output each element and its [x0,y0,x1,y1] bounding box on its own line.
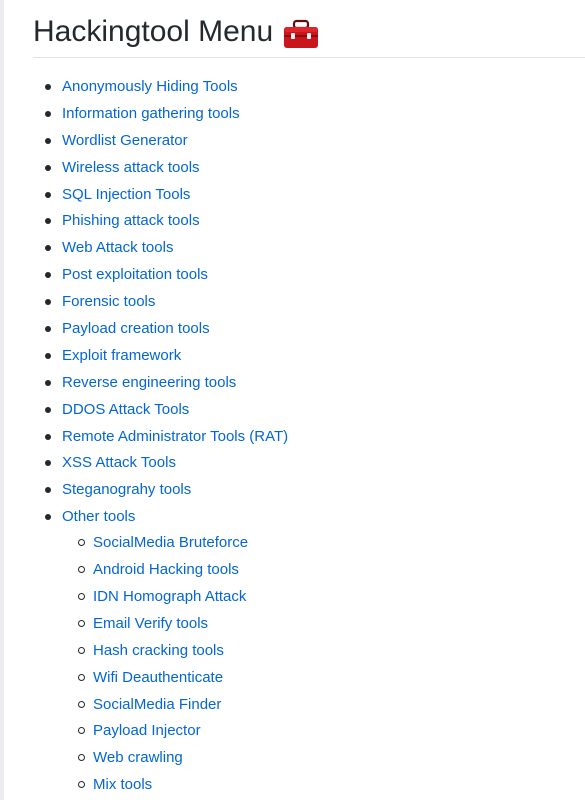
list-item [93,692,288,719]
list-item [93,530,288,557]
list-item [62,289,288,316]
menu-link-wordlist-generator[interactable]: Wordlist Generator [62,131,188,149]
menu-link-forensic-tools[interactable]: Forensic tools [62,293,156,311]
list-item [62,235,288,262]
title-divider [33,57,585,58]
submenu-link-hash-cracking-tools[interactable]: Hash cracking tools [93,641,224,659]
submenu-link-idn-homograph-attack[interactable]: IDN Homograph Attack [93,588,247,606]
menu-link-post-exploitation-tools[interactable]: Post exploitation tools [62,266,208,284]
list-item [62,504,288,799]
menu-link-information-gathering-tools[interactable]: Information gathering tools [62,104,240,122]
menu-link-exploit-framework[interactable]: Exploit framework [62,346,182,364]
list-item [62,182,288,209]
list-item [93,772,288,799]
content-left-border [0,0,4,800]
list-item [93,718,288,745]
menu-link-anonymously-hiding-tools[interactable]: Anonymously Hiding Tools [62,78,238,95]
menu-link-sql-injection-tools[interactable]: SQL Injection Tools [62,185,191,203]
list-item [62,155,288,182]
list-item [62,343,288,370]
submenu-link-socialmedia-finder[interactable]: SocialMedia Finder [93,695,222,713]
list-item [62,450,288,477]
list-item [62,262,288,289]
list-item [62,74,288,101]
list-item [62,316,288,343]
toolbox-icon [283,19,319,49]
list-item [62,128,288,155]
menu-link-wireless-attack-tools[interactable]: Wireless attack tools [62,158,200,176]
submenu-link-android-hacking-tools[interactable]: Android Hacking tools [93,561,239,579]
menu-link-payload-creation-tools[interactable]: Payload creation tools [62,320,210,338]
list-item [93,557,288,584]
other-tools-submenu [62,530,288,799]
submenu-link-socialmedia-bruteforce[interactable]: SocialMedia Bruteforce [93,534,249,552]
list-item [93,584,288,611]
list-item [62,101,288,128]
list-item [62,424,288,451]
menu-link-ddos-attack-tools[interactable]: DDOS Attack Tools [62,400,190,418]
tool-menu-list [33,74,288,799]
list-item [93,611,288,638]
list-item [62,397,288,424]
submenu-link-mix-tools[interactable]: Mix tools [93,776,153,794]
submenu-link-wifi-deauthenticate[interactable]: Wifi Deauthenticate [93,668,224,686]
page-title [33,13,319,51]
menu-link-reverse-engineering-tools[interactable]: Reverse engineering tools [62,373,237,391]
page-title-text: Hackingtool Menu [33,15,274,48]
submenu-link-email-verify-tools[interactable]: Email Verify tools [93,614,209,632]
submenu-link-web-crawling[interactable]: Web crawling [93,749,183,767]
list-item [93,665,288,692]
submenu-link-payload-injector[interactable]: Payload Injector [93,722,201,740]
list-item [93,638,288,665]
menu-link-steganography-tools[interactable]: Steganograhy tools [62,481,192,499]
list-item [62,208,288,235]
menu-link-remote-administrator-tools[interactable]: Remote Administrator Tools (RAT) [62,427,289,445]
list-item [62,370,288,397]
menu-link-web-attack-tools[interactable]: Web Attack tools [62,239,174,257]
menu-link-other-tools[interactable]: Other tools [62,508,136,526]
menu-link-xss-attack-tools[interactable]: XSS Attack Tools [62,454,176,472]
list-item [93,745,288,772]
list-item [62,477,288,504]
menu-link-phishing-attack-tools[interactable]: Phishing attack tools [62,212,200,230]
